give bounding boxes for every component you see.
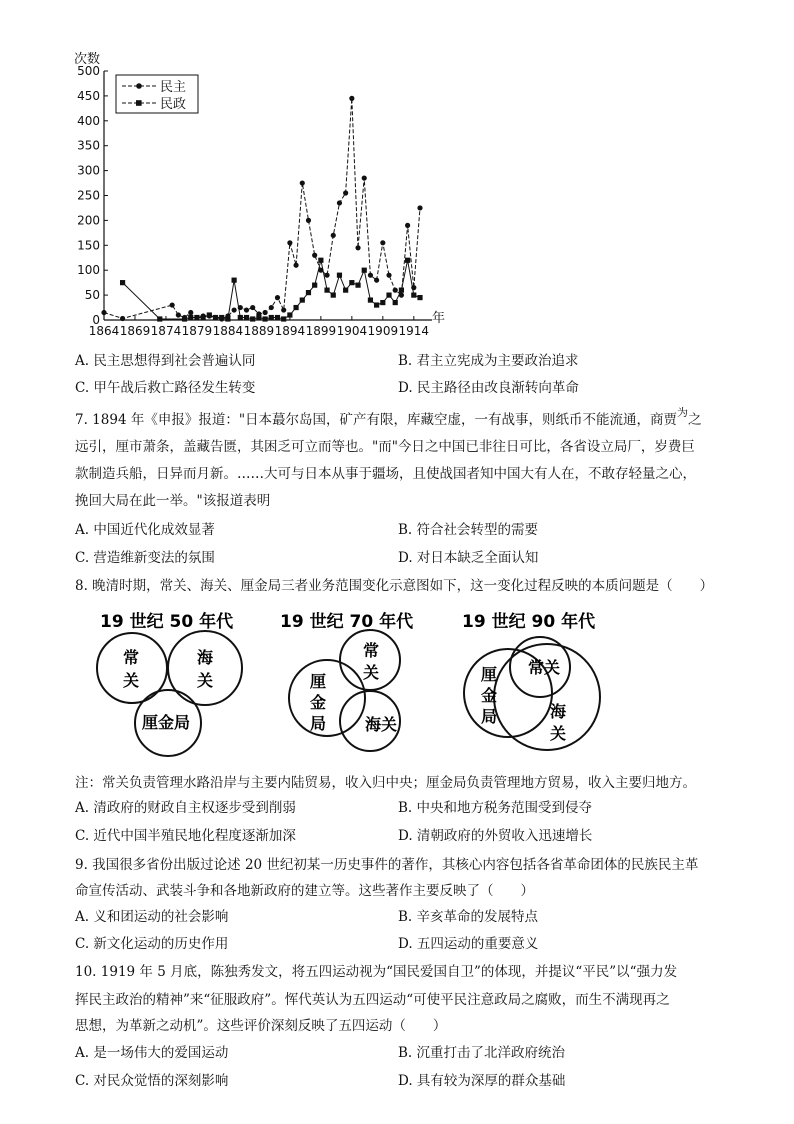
haiguan-label: 海关 (365, 715, 398, 734)
data-point-minzheng (293, 305, 298, 310)
data-point-minzhu (176, 312, 181, 317)
data-point-minzhu (405, 223, 410, 228)
q10-stem-line-2: 挥民主政治的精神”来“征服政府”。恽代英认为五四运动“可使平民注意政局之腐败，而生不满现再之 (75, 992, 670, 1008)
q6-option-c[interactable]: C. 甲午战后救亡路径发生转变 (75, 380, 256, 396)
y-tick-label: 400 (77, 113, 100, 128)
haiguan-label-1: 海 (550, 702, 567, 721)
data-point-minzheng (331, 293, 336, 298)
x-tick-label: 1894 (274, 324, 306, 338)
q8-note: 注：常关负责管理水路沿岸与主要内陆贸易，收入归中央；厘金局负责管理地方贸易，收入主要归地方。 (75, 775, 696, 791)
data-point-minzheng (374, 302, 379, 307)
y-tick-label: 100 (77, 263, 100, 278)
q7-stem-line-1-end: 之 (688, 412, 702, 428)
lijinju-label-3: 局 (310, 714, 327, 733)
data-point-minzhu (355, 245, 360, 250)
q7-stem-line-3: 款制造兵船，日异而月新。……大可与日本从事于疆场，且使战国者知中国大有人在，不敢存轻量之心， (75, 466, 696, 482)
y-axis-label: 次数 (74, 52, 101, 67)
x-tick-label: 1864 (88, 324, 120, 338)
q9-stem-line-1: 9. 我国很多省份出版过论述 20 世纪初某一历史事件的著作，其核心内容包括各省革命团体的民族民主革 (75, 857, 699, 873)
data-point-minzheng (238, 315, 243, 320)
data-point-minzhu (281, 307, 286, 312)
lijinju-label: 厘金局 (142, 713, 191, 732)
x-tick-label: 1909 (367, 324, 399, 338)
x-tick-label: 1879 (181, 324, 213, 338)
q7-stem-line-1 (75, 406, 725, 431)
data-point-minzhu (380, 240, 385, 245)
q8-option-c[interactable]: C. 近代中国半殖民地化程度逐渐加深 (75, 828, 296, 844)
y-tick-label: 500 (77, 64, 100, 78)
venn-title-1870s: 19 世纪 70 年代 (280, 612, 414, 632)
x-tick-label: 1874 (150, 324, 182, 338)
data-point-minzhu (262, 310, 267, 315)
y-tick-label: 350 (77, 138, 100, 153)
lijinju-label-2: 金 (310, 693, 327, 712)
q10-option-b[interactable]: B. 沉重打击了北洋政府统治 (398, 1045, 566, 1061)
q9-stem-line-2: 命宣传活动、武装斗争和各地新政府的建立等。这些著作主要反映了（ ） (75, 883, 534, 899)
y-tick-label: 50 (84, 288, 100, 303)
data-point-minzhu (312, 253, 317, 258)
data-point-minzheng (380, 300, 385, 305)
data-point-minzhu (101, 310, 106, 315)
q10-stem-line-1: 10. 1919 年 5 月底，陈独秀发文，将五四运动视为“国民爱国自卫”的体现，并提议“平民”以“强力发 (75, 964, 678, 980)
venn-panel-1850s (97, 611, 242, 756)
data-point-minzheng (362, 268, 367, 273)
q6-option-a[interactable]: A. 民主思想得到社会普遍认同 (75, 353, 256, 369)
series-line-1 (104, 98, 420, 319)
data-point-minzheng (306, 290, 311, 295)
data-point-minzheng (232, 278, 237, 283)
y-tick-label: 200 (77, 213, 100, 228)
data-point-minzhu (374, 278, 379, 283)
legend-label: 民主 (160, 80, 187, 95)
changguan-label-1: 常 (123, 648, 140, 667)
q7-option-d[interactable]: D. 对日本缺乏全面认知 (398, 550, 539, 566)
legend-marker-minzheng (136, 100, 142, 106)
q10-stem-line-3: 思想，为革新之动机”。这些评价深刻反映了五四运动（ ） (75, 1018, 447, 1034)
q10-option-a[interactable]: A. 是一场伟大的爱国运动 (75, 1045, 229, 1061)
q7-option-c[interactable]: C. 营造维新变法的氛围 (75, 550, 215, 566)
chart-series (101, 96, 422, 322)
data-point-minzhu (250, 305, 255, 310)
data-point-minzheng (318, 258, 323, 263)
q7-option-b[interactable]: B. 符合社会转型的需要 (398, 522, 539, 538)
q10-option-c[interactable]: C. 对民众觉悟的深刻影响 (75, 1073, 229, 1089)
x-tick-label: 1889 (243, 324, 275, 338)
data-point-minzheng (337, 273, 342, 278)
q7-stem-superscript: 为 (677, 406, 689, 419)
legend-marker-minzhu (136, 83, 142, 89)
y-tick-label: 150 (77, 238, 100, 253)
data-point-minzheng (262, 316, 267, 321)
venn-title-1890s: 19 世纪 90 年代 (462, 612, 596, 632)
lijinju-label-2: 金 (481, 686, 498, 705)
data-point-minzheng (120, 280, 125, 285)
data-point-minzheng (250, 316, 255, 321)
q6-option-b[interactable]: B. 君主立宪成为主要政治追求 (398, 353, 579, 369)
data-point-minzhu (244, 307, 249, 312)
data-point-minzhu (269, 305, 274, 310)
data-point-minzhu (232, 307, 237, 312)
data-point-minzhu (393, 288, 398, 293)
q8-stem: 8. 晚清时期，常关、海关、厘金局三者业务范围变化示意图如下，这一变化过程反映的本质问题是（ ） (75, 578, 714, 594)
lijinju-circle (289, 660, 365, 736)
changguan-label: 常关 (528, 658, 561, 677)
lijinju-label-3: 局 (481, 707, 498, 726)
data-point-minzheng (269, 315, 274, 320)
data-point-minzheng (219, 315, 224, 320)
data-point-minzheng (349, 280, 354, 285)
data-point-minzhu (300, 180, 305, 185)
data-point-minzheng (324, 288, 329, 293)
venn-title-1850s: 19 世纪 50 年代 (100, 612, 234, 632)
data-point-minzheng (182, 316, 187, 321)
q8-option-a[interactable]: A. 清政府的财政自主权逐步受到削弱 (75, 800, 296, 816)
data-point-minzheng (312, 283, 317, 288)
data-point-minzheng (188, 315, 193, 320)
data-point-minzhu (343, 190, 348, 195)
lijinju-label-1: 厘 (310, 672, 327, 691)
data-point-minzheng (386, 293, 391, 298)
venn-panel-1890s (462, 611, 600, 750)
x-tick-label: 1914 (398, 324, 430, 338)
data-point-minzheng (207, 312, 212, 317)
data-point-minzheng (275, 315, 280, 320)
data-point-minzheng (225, 316, 230, 321)
data-point-minzheng (213, 315, 218, 320)
changguan-label-2: 关 (363, 663, 380, 682)
data-point-minzhu (337, 200, 342, 205)
x-tick-label: 1899 (305, 324, 337, 338)
x-axis-label: 年 (432, 311, 446, 326)
q6-option-d[interactable]: D. 民主路径由改良渐转向革命 (398, 380, 579, 396)
q7-stem-line-4: 挽回大局在此一举。"该报道表明 (75, 493, 271, 509)
lijinju-label-1: 厘 (481, 665, 498, 684)
data-point-minzhu (306, 218, 311, 223)
data-point-minzheng (244, 315, 249, 320)
q9-option-c[interactable]: C. 新文化运动的历史作用 (75, 936, 229, 952)
venn-diagram (80, 600, 640, 765)
x-tick-label: 1904 (336, 324, 368, 338)
haiguan-label-2: 关 (550, 724, 567, 743)
data-point-minzheng (411, 293, 416, 298)
venn-panel-1870s (280, 611, 414, 751)
q7-stem-line-2: 远引，厘市萧条，盖藏告匮，其困乏可立而等也。"而"今日之中国已非往日可比，各省设立局厂，岁费巨 (75, 439, 695, 455)
y-tick-label: 250 (77, 188, 100, 203)
data-point-minzheng (256, 315, 261, 320)
data-point-minzheng (405, 258, 410, 263)
q7-stem-line-1-text: 7. 1894 年《申报》报道："日本蕞尔岛国，矿产有限，库藏空虚，一有战事，则纸币不能流通，商贾 (75, 412, 678, 428)
haiguan-circle (168, 631, 242, 705)
data-point-minzhu (368, 273, 373, 278)
changguan-label-1: 常 (363, 641, 380, 660)
data-point-minzhu (331, 233, 336, 238)
x-tick-label: 1869 (119, 324, 151, 338)
data-point-minzheng (300, 297, 305, 302)
data-point-minzhu (170, 302, 175, 307)
chart-legend (116, 75, 198, 113)
data-point-minzheng (343, 288, 348, 293)
data-point-minzheng (355, 283, 360, 288)
y-tick-label: 0 (92, 313, 100, 327)
data-point-minzhu (386, 273, 391, 278)
data-point-minzhu (362, 175, 367, 180)
data-point-minzheng (417, 295, 422, 300)
data-point-minzhu (293, 263, 298, 268)
data-point-minzheng (194, 315, 199, 320)
q8-option-b[interactable]: B. 中央和地方税务范围受到侵夺 (398, 800, 593, 816)
data-point-minzhu (120, 316, 125, 321)
data-point-minzhu (275, 295, 280, 300)
x-tick-label: 1884 (212, 324, 244, 338)
q9-option-d[interactable]: D. 五四运动的重要意义 (398, 936, 539, 952)
data-point-minzhu (349, 96, 354, 101)
data-point-minzhu (324, 273, 329, 278)
line-chart (60, 22, 460, 338)
data-point-minzheng (201, 315, 206, 320)
legend-label: 民政 (160, 97, 187, 112)
haiguan-label-1: 海 (197, 648, 214, 667)
changguan-label-2: 关 (123, 671, 140, 690)
data-point-minzhu (188, 310, 193, 315)
q9-option-a[interactable]: A. 义和团运动的社会影响 (75, 909, 229, 925)
data-point-minzhu (417, 205, 422, 210)
y-tick-label: 300 (77, 163, 100, 178)
q9-option-b[interactable]: B. 辛亥革命的发展特点 (398, 909, 539, 925)
series-line-2 (123, 260, 420, 319)
q10-option-d[interactable]: D. 具有较为深厚的群众基础 (398, 1073, 566, 1089)
y-tick-label: 450 (77, 88, 100, 103)
data-point-minzheng (287, 312, 292, 317)
data-point-minzheng (393, 300, 398, 305)
data-point-minzheng (399, 288, 404, 293)
data-point-minzhu (287, 240, 292, 245)
q8-option-d[interactable]: D. 清朝政府的外贸收入迅速增长 (398, 828, 593, 844)
data-point-minzheng (281, 316, 286, 321)
data-point-minzheng (157, 316, 162, 321)
q7-option-a[interactable]: A. 中国近代化成效显著 (75, 522, 215, 538)
haiguan-label-2: 关 (197, 671, 214, 690)
data-point-minzheng (368, 297, 373, 302)
